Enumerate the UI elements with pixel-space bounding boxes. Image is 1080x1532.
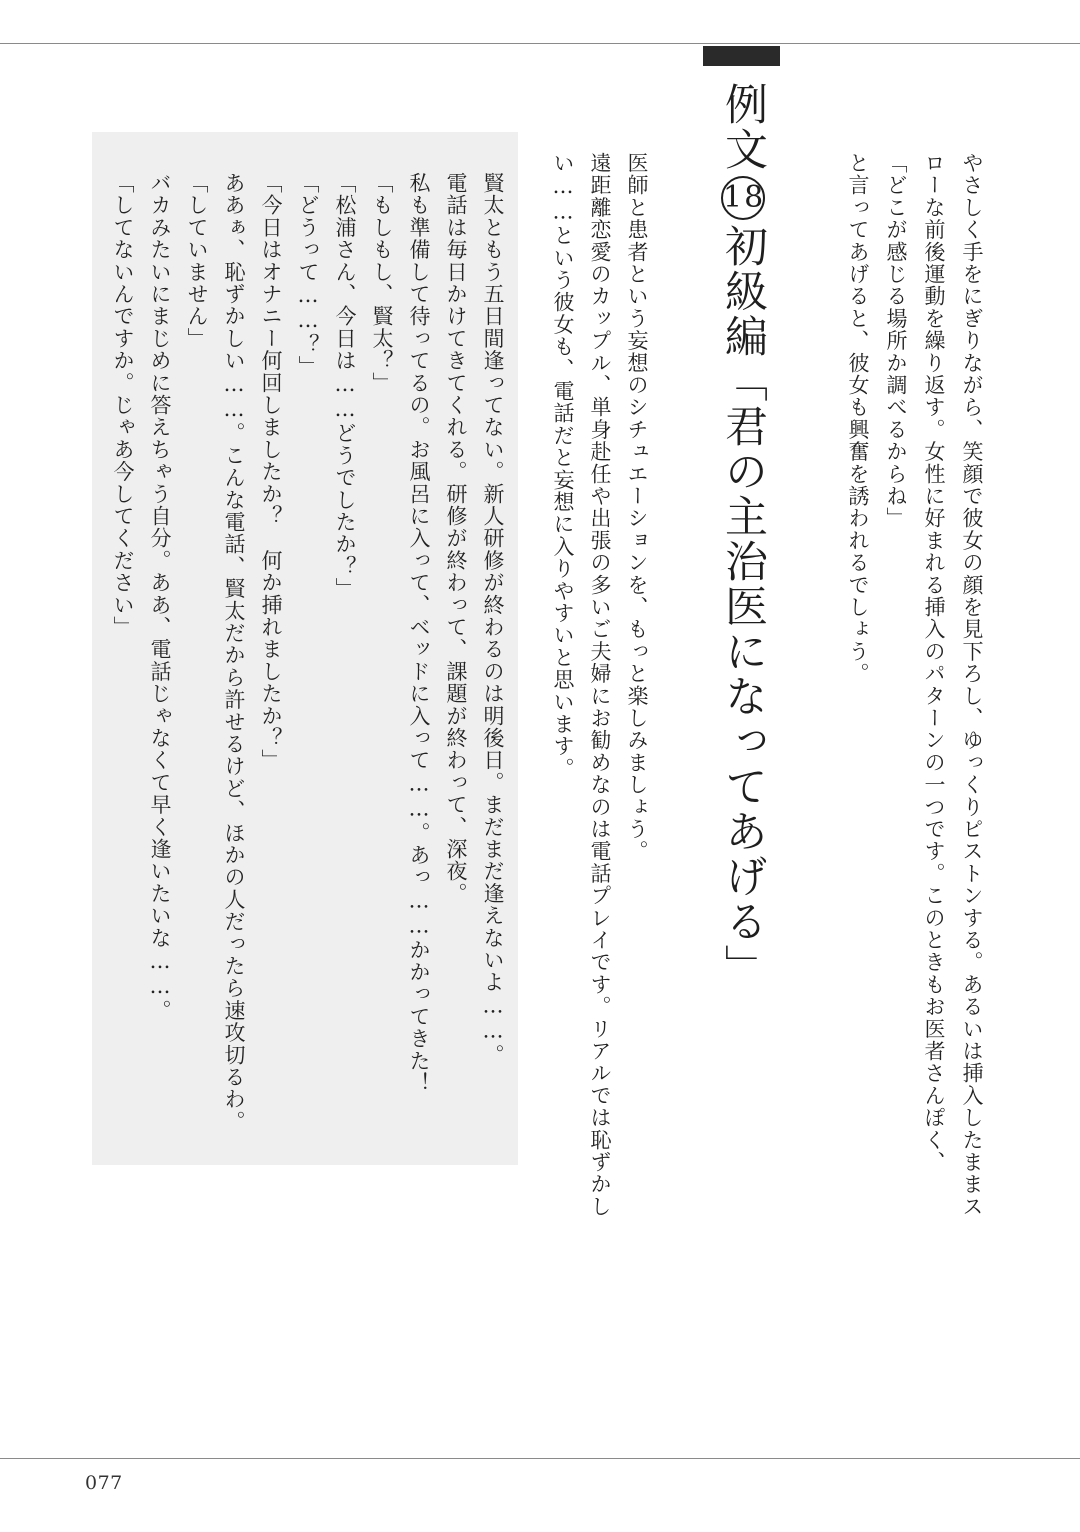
dialogue-line: 「もしもし、賢太？」 (370, 172, 394, 394)
dialogue-line: 賢太ともう五日間逢ってない。新人研修が終わるのは明後日。まだまだ逢えないよ……。 (481, 172, 505, 1066)
dialogue-line: 電話は毎日かけてきてくれる。研修が終わって、課題が終わって、深夜。 (444, 172, 468, 905)
heading-level: 初級編 (718, 224, 768, 359)
intro-line: やさしく手をにぎりながら、笑顔で彼女の顔を見下ろし、ゆっくりピストンする。あるいは挿入したままス (960, 152, 984, 1218)
body-line: 遠距離恋愛のカップル、単身赴任や出張の多いご夫婦にお勧めなのは電話プレイです。リアルでは恥ずかし (588, 152, 612, 1218)
dialogue-line: 「松浦さん、今日は……どうでしたか？」 (333, 172, 357, 600)
intro-line: 「どこが感じる場所か調べるからね」 (884, 152, 908, 530)
heading-prefix: 例文 (718, 82, 768, 172)
dialogue-line: 私も準備して待ってるの。お風呂に入って、ベッドに入って……。あっ……かかってきた！ (407, 172, 431, 1095)
dialogue-line: バカみたいにまじめに答えちゃう自分。ああ、電話じゃなくて早く逢いたいな……。 (148, 172, 172, 1022)
dialogue-line: 「どうって……？」 (296, 172, 320, 378)
top-rule (0, 43, 1080, 44)
dialogue-line: 「今日はオナニー何回しましたか？ 何か挿れましたか？」 (259, 172, 283, 772)
dialogue-line: 「していません」 (185, 172, 209, 350)
body-line: い……という彼女も、電話だと妄想に入りやすいと思います。 (551, 152, 575, 780)
dialogue-line: 「してないんですか。じゃあ今してください」 (111, 172, 135, 639)
page-number: 077 (85, 1472, 123, 1494)
intro-line: ローな前後運動を繰り返す。女性に好まれる挿入のパターンの一つです。このときもお医者さんぽく、 (922, 152, 946, 1174)
body-paragraph (536, 152, 649, 1218)
section-heading (718, 82, 768, 989)
heading-marker-bar (703, 46, 780, 66)
heading-title: 「君の主治医になってあげる」 (718, 359, 768, 989)
example-dialogue-text (96, 172, 503, 1152)
example-number-badge: 18 (721, 176, 765, 220)
dialogue-line: ああぁ、恥ずかしい……。こんな電話、賢太だから許せるけど、ほかの人だったら速攻切るわ。 (222, 172, 246, 1133)
intro-line: と言ってあげると、彼女も興奮を誘われるでしょう。 (846, 152, 870, 685)
body-line: 医師と患者という妄想のシチュエーションを、もっと楽しみましょう。 (625, 152, 649, 863)
intro-paragraph (830, 152, 984, 1218)
bottom-rule (0, 1458, 1080, 1459)
